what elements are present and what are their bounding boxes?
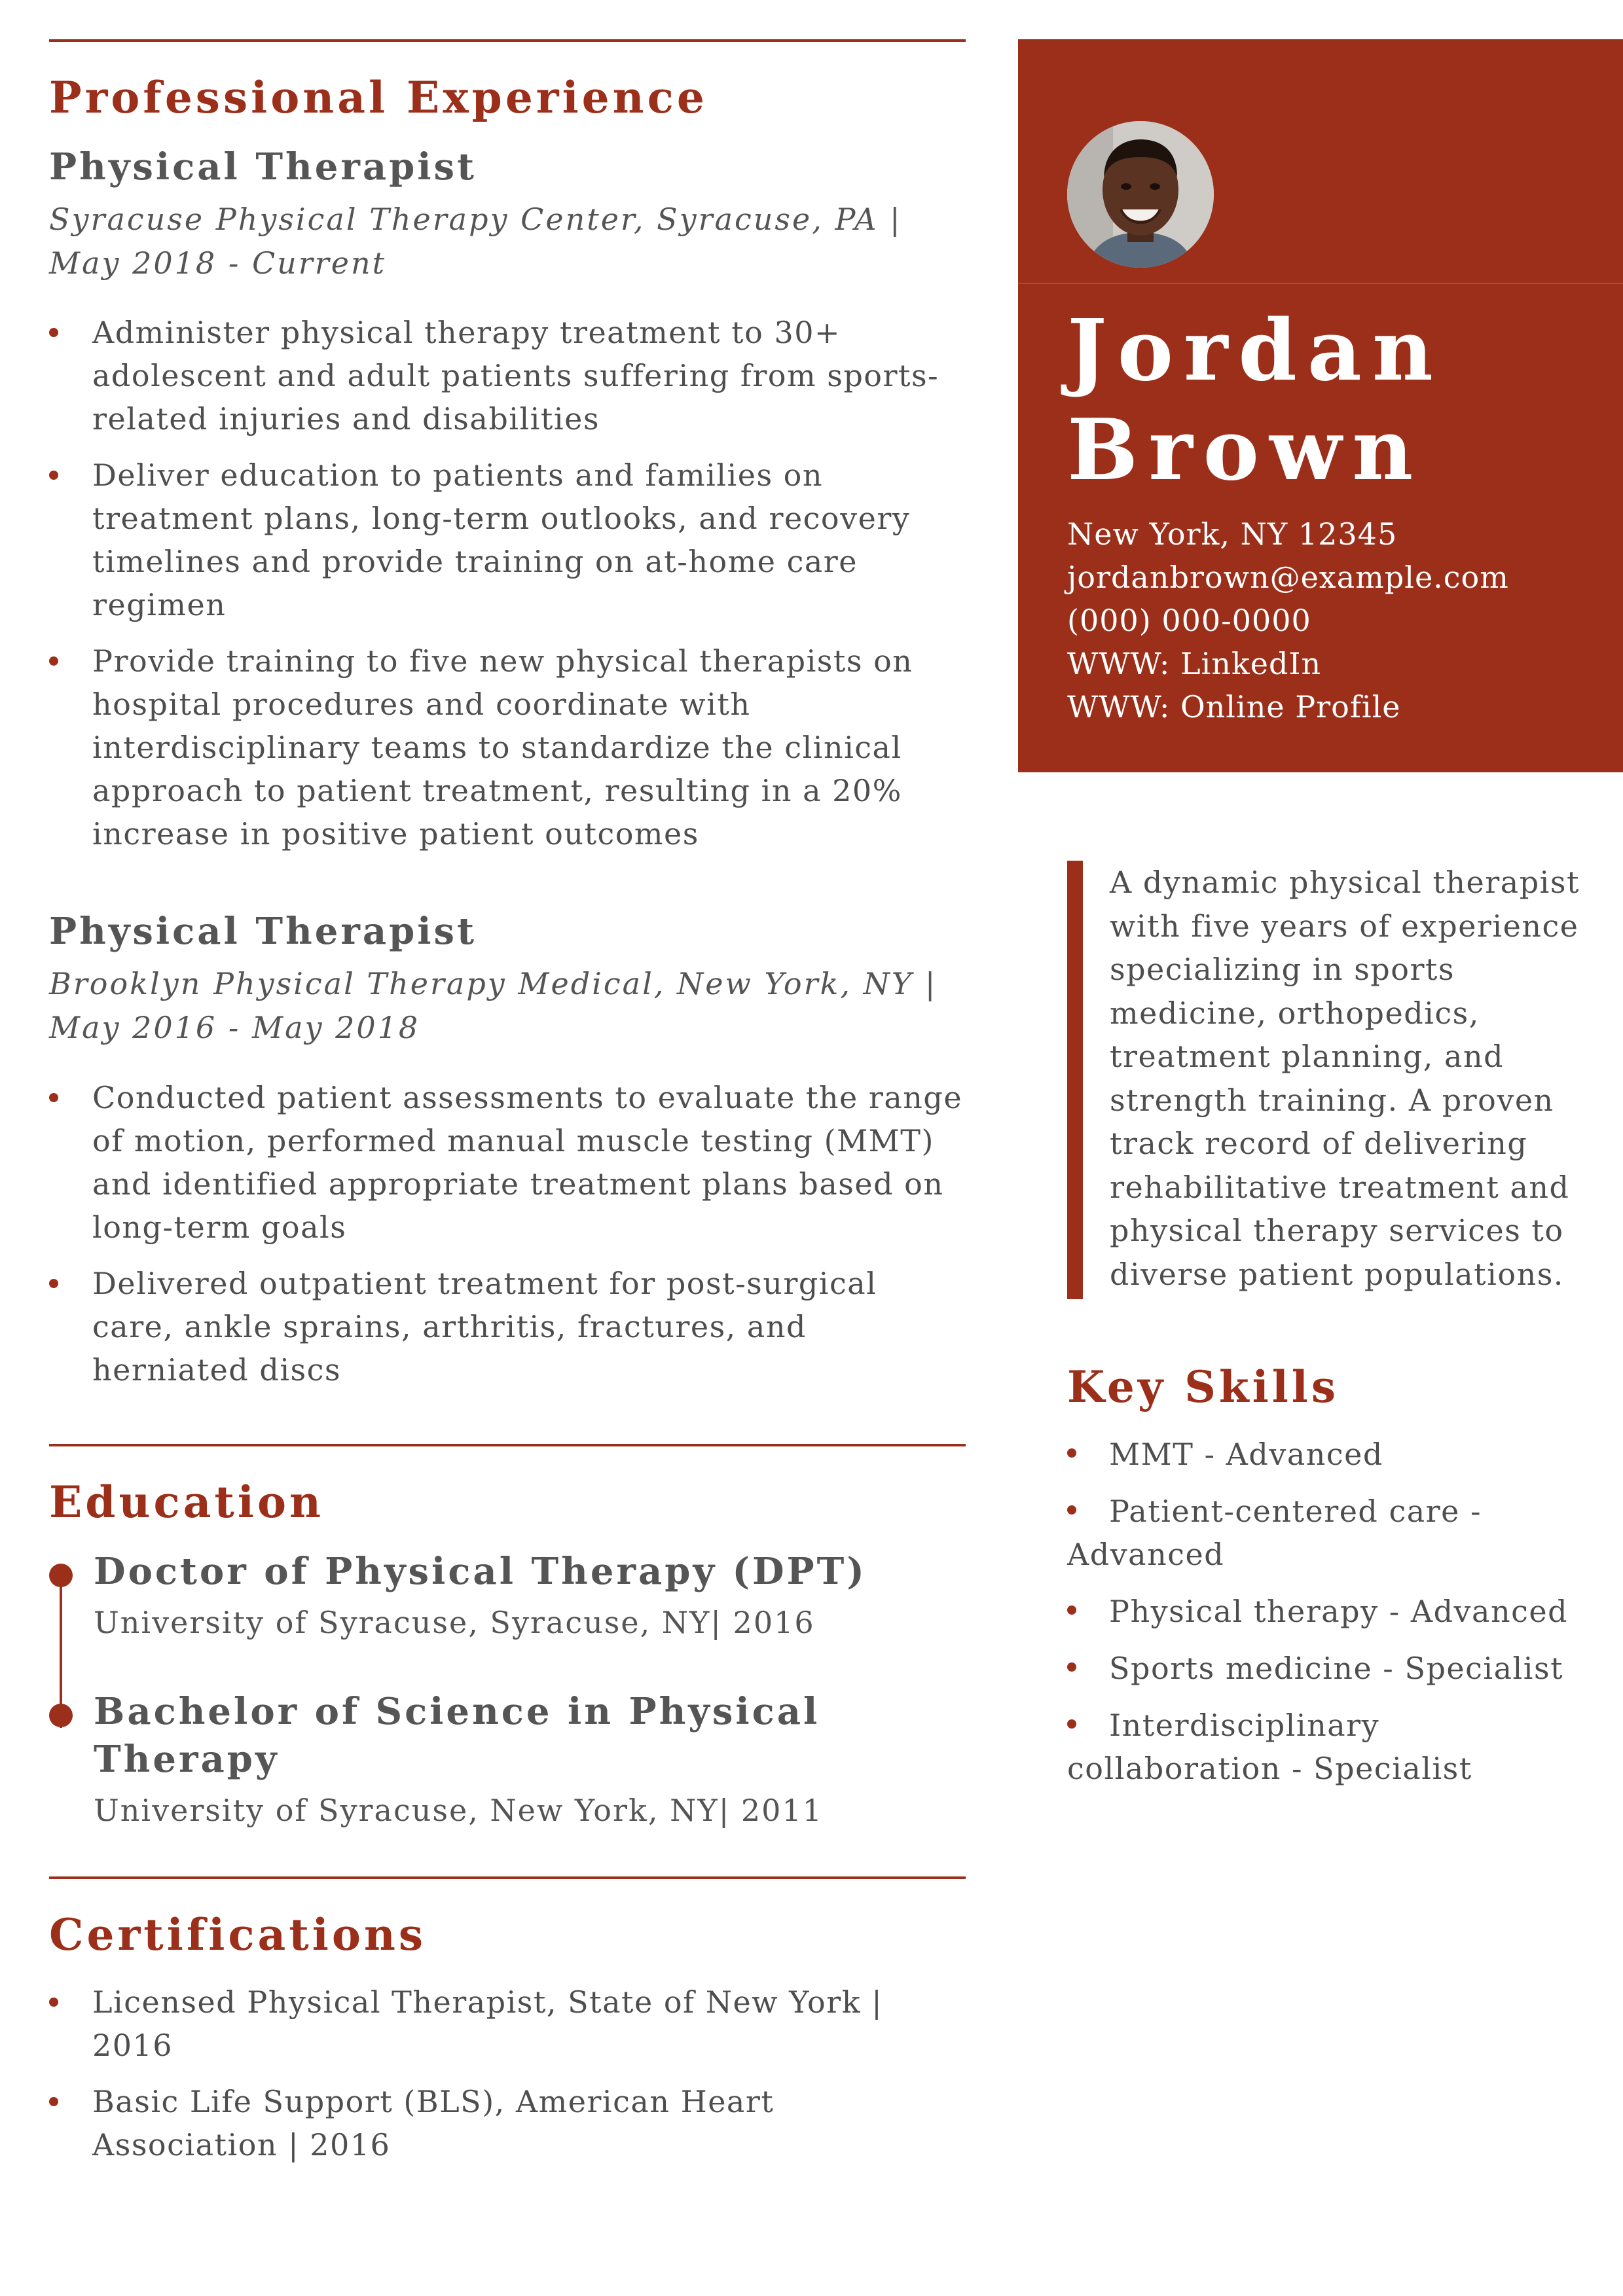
education-item (94, 1688, 966, 1830)
certifications-list (49, 1981, 966, 2166)
certifications-heading: Certifications (49, 1909, 426, 1960)
job-bullets (49, 1076, 966, 1391)
section-divider (49, 1444, 966, 1446)
school-info: University of Syracuse, Syracuse, NY| 2016 (94, 1604, 815, 1640)
avatar-portrait-icon (1067, 121, 1214, 268)
summary-text: A dynamic physical therapist with five years of experience specializing in sports medicine, orthopedics, treatment planning, and strength training. A proven track record of delivering rehabilitative treatment and physical therapy services to diverse patient populations. (1110, 865, 1580, 1292)
contact-email[interactable]: jordanbrown@example.com (1067, 560, 1509, 595)
section-divider (49, 1876, 966, 1879)
experience-heading: Professional Experience (49, 72, 708, 123)
bullet-icon (1067, 1605, 1076, 1615)
job-meta: Brooklyn Physical Therapy Medical, New York, NY | May 2016 - May 2018 (49, 966, 938, 1045)
degree-title: Doctor of Physical Therapy (DPT) (94, 1549, 867, 1593)
bullet-icon (49, 1093, 58, 1102)
job-title: Physical Therapist (49, 145, 477, 189)
job-meta: Syracuse Physical Therapy Center, Syracuse, PA | May 2018 - Current (49, 201, 902, 281)
header-divider (1018, 283, 1623, 284)
list-item: Administer physical therapy treatment to 30+ adolescent and adult patients suffering from sports-related injuries and disabilities (49, 311, 966, 440)
bullet-icon (1067, 1505, 1076, 1515)
skills-list (1067, 1433, 1623, 1790)
bullet-icon (49, 656, 58, 666)
skills-section (1067, 1361, 1623, 1790)
list-item: Basic Life Support (BLS), American Heart Association | 2016 (49, 2080, 966, 2166)
summary-accent-bar (1067, 861, 1083, 1299)
summary-block (1018, 861, 1623, 1296)
timeline-dot-icon (49, 1564, 73, 1587)
job-entry (49, 908, 966, 1391)
list-item: Deliver education to patients and families on treatment plans, long-term outlooks, and recovery timelines and provide training on at-home care regimen (49, 454, 966, 626)
section-divider (49, 39, 966, 42)
bullet-icon (49, 2097, 58, 2106)
job-bullets (49, 311, 966, 855)
list-item: Physical therapy - Advanced (1067, 1590, 1578, 1633)
contact-profile[interactable]: WWW: Online Profile (1067, 689, 1401, 725)
job-entry (49, 143, 966, 855)
contact-linkedin[interactable]: WWW: LinkedIn (1067, 646, 1322, 681)
header-panel (1018, 39, 1623, 772)
bullet-icon (1067, 1719, 1076, 1729)
bullet-icon (49, 471, 58, 480)
bullet-icon (49, 328, 58, 337)
skills-heading: Key Skills (1067, 1361, 1339, 1412)
contact-phone: (000) 000-0000 (1067, 603, 1311, 638)
degree-title: Bachelor of Science in Physical Therapy (94, 1690, 820, 1782)
list-item: Licensed Physical Therapist, State of New York | 2016 (49, 1981, 966, 2067)
job-title: Physical Therapist (49, 910, 477, 954)
bullet-icon (1067, 1448, 1076, 1458)
bullet-icon (49, 1998, 58, 2007)
contact-info (1067, 512, 1509, 728)
candidate-name: Jordan Brown (1067, 302, 1444, 499)
bullet-icon (49, 1279, 58, 1288)
education-heading: Education (49, 1476, 324, 1528)
list-item: Conducted patient assessments to evaluate the range of motion, performed manual muscle testing (MMT) and identified appropriate treatment plans based on long-term goals (49, 1076, 966, 1249)
education-timeline (49, 1548, 966, 1831)
list-item: Provide training to five new physical therapists on hospital procedures and coordinate with interdisciplinary teams to standardize the clinical approach to patient treatment, resulting in a 20% increase in positive patient outcomes (49, 639, 966, 855)
list-item: Patient-centered care - Advanced (1067, 1494, 1482, 1573)
timeline-dot-icon (49, 1704, 73, 1727)
education-item (94, 1548, 966, 1643)
contact-location: New York, NY 12345 (1067, 516, 1398, 552)
list-item: Delivered outpatient treatment for post-surgical care, ankle sprains, arthritis, fractures, and herniated discs (49, 1262, 966, 1391)
left-column (49, 39, 966, 2179)
list-item: Interdisciplinary collaboration - Specialist (1067, 1708, 1472, 1787)
bullet-icon (1067, 1662, 1076, 1672)
list-item: Sports medicine - Specialist (1067, 1647, 1578, 1690)
right-column (1018, 39, 1623, 1804)
school-info: University of Syracuse, New York, NY| 2011 (94, 1792, 823, 1828)
list-item: MMT - Advanced (1067, 1433, 1578, 1476)
avatar (1067, 121, 1214, 268)
